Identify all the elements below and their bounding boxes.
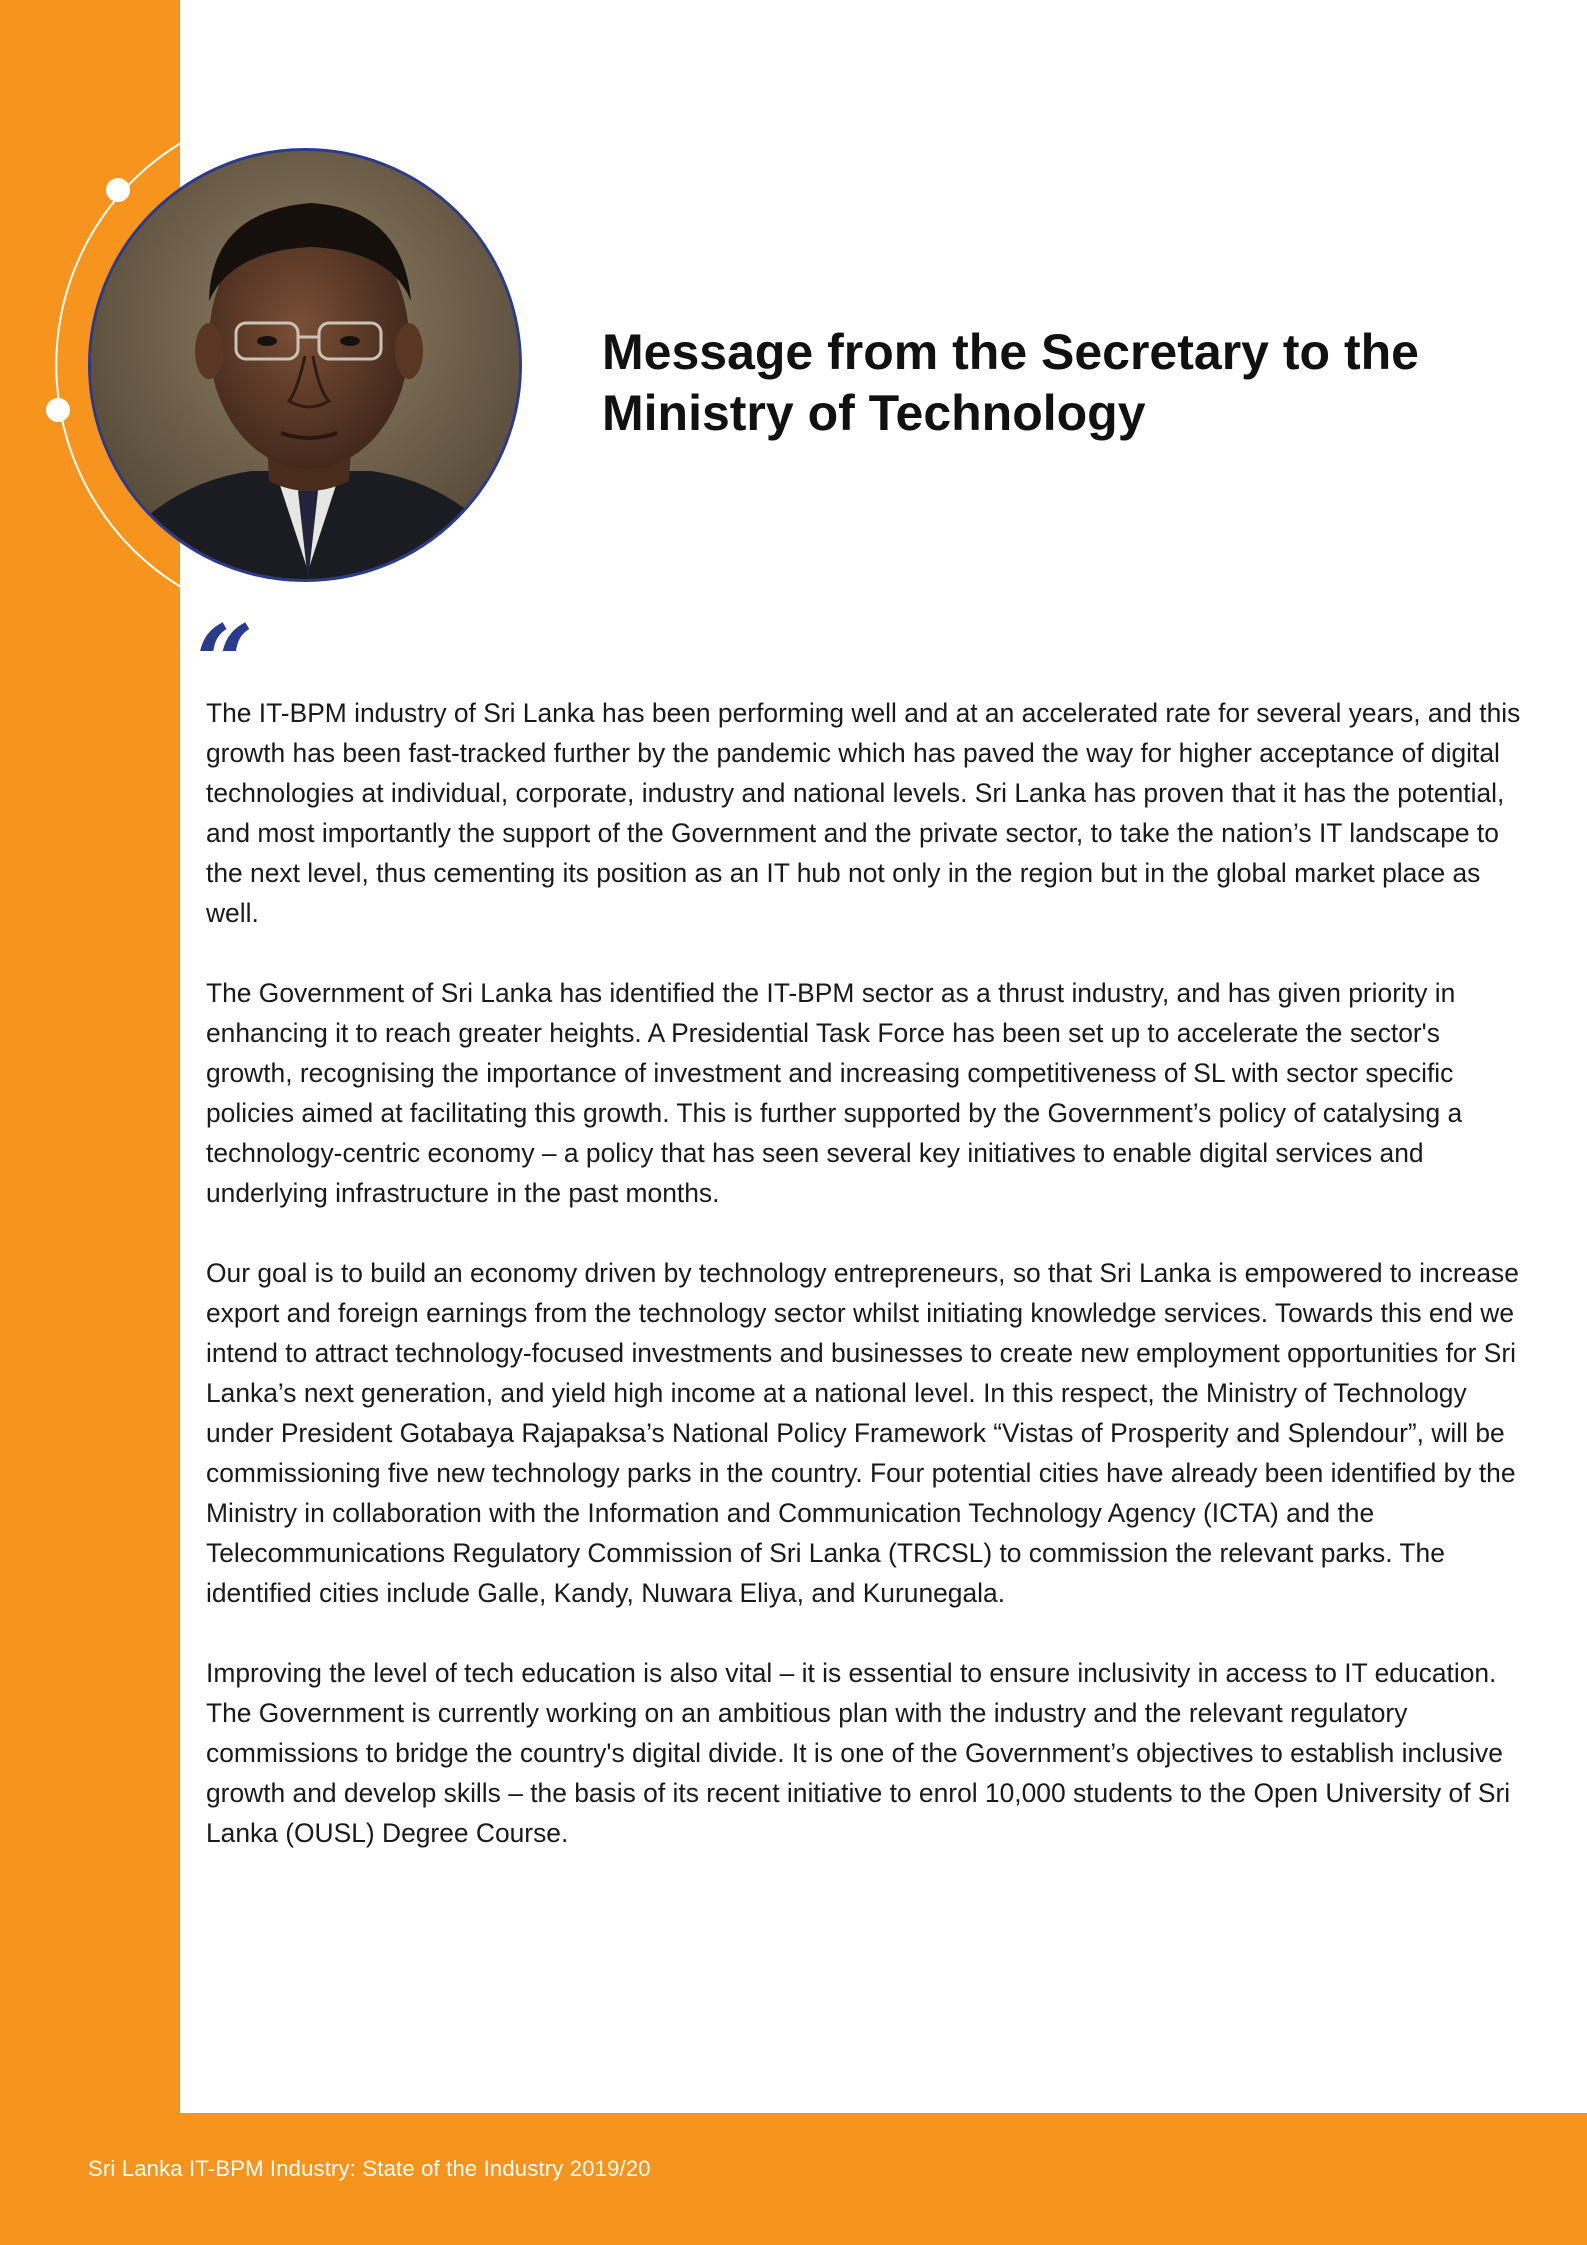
paragraph: The IT-BPM industry of Sri Lanka has been performing well and at an accelerated rate for several years, and this growth has been fast-tracked further by the pandemic which has paved the way for higher acceptance of digital technologies at individual, corporate, industry and national levels. Sri Lanka has proven that it has the potential, and most importantly the support of the Government and the private sector, to take the nation’s IT landscape to the next level, thus cementing its position as an IT hub not only in the region but in the global market place as well. (206, 698, 1521, 928)
paragraph: Improving the level of tech education is also vital – it is essential to ensure inclusivity in access to IT education. The Government is currently working on an ambitious plan with the industry and the relevant regulatory commissions to bridge the country's digital divide. It is one of the Government’s objectives to establish inclusive growth and develop skills – the basis of its recent initiative to enrol 10,000 students to the Open University of Sri Lanka (OUSL) Degree Course. (206, 1658, 1511, 1848)
page-title: Message from the Secretary to the Ministry of Technology (602, 324, 1419, 441)
paragraph: The Government of Sri Lanka has identified the IT-BPM sector as a thrust industry, and has given priority in enhancing it to reach greater heights. A Presidential Task Force has been set up to accelerate the sector's growth, recognising the importance of investment and increasing competitiveness of SL with sector specific policies aimed at facilitating this growth. This is further supported by the Government’s policy of catalysing a technology-centric economy – a policy that has seen several key initiatives to enable digital services and underlying infrastructure in the past months. (206, 978, 1463, 1208)
decorative-dot-top (106, 178, 130, 202)
paragraph: Our goal is to build an economy driven by technology entrepreneurs, so that Sri Lanka is empowered to increase export and foreign earnings from the technology sector whilst initiating knowledge services. Towards this end we intend to attract technology-focused investments and businesses to create new employment opportunities for Sri Lanka’s next generation, and yield high income at a national level. In this respect, the Ministry of Technology under President Gotabaya Rajapaksa’s National Policy Framework “Vistas of Prosperity and Splendour”, will be commissioning five new technology parks in the country. Four potential cities have already been identified by the Ministry in collaboration with the Information and Communication Technology Agency (ICTA) and the Telecommunications Regulatory Commission of Sri Lanka (TRCSL) to commission the relevant parks. The identified cities include Galle, Kandy, Nuwara Eliya, and Kurunegala. (206, 1258, 1519, 1608)
message-body (206, 693, 1526, 1893)
decorative-dot-middle (46, 398, 70, 422)
secretary-portrait (88, 148, 522, 582)
footer-text: Sri Lanka IT-BPM Industry: State of the Industry 2019/20 (88, 2156, 651, 2181)
quote-mark-icon: “ (196, 603, 254, 721)
